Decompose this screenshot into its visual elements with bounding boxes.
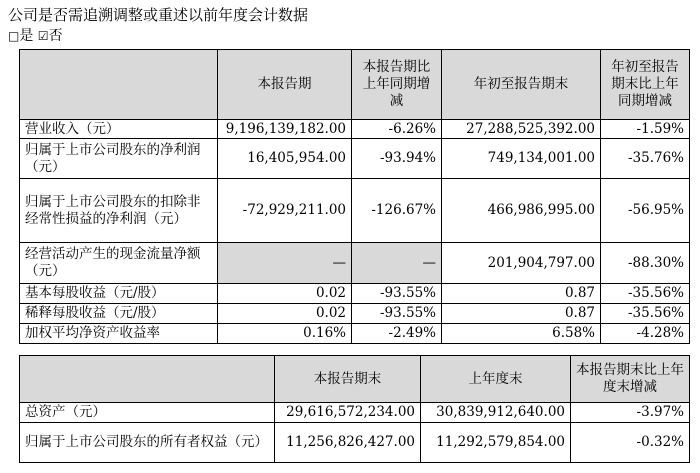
cell-period-end: 29,616,572,234.00 xyxy=(275,403,421,423)
table-row xyxy=(20,139,690,179)
table-row xyxy=(20,403,690,423)
header-prior-year-end: 上年度末 xyxy=(421,356,571,403)
cell-current: -72,929,211.00 xyxy=(218,179,352,243)
table-row xyxy=(20,304,690,324)
cell-change: -3.97% xyxy=(571,403,690,423)
header-current-change: 本报告期比上年同期增减 xyxy=(352,50,442,120)
header-corner xyxy=(20,356,275,403)
row-label: 稀释每股收益（元/股） xyxy=(20,304,218,324)
table-row xyxy=(20,284,690,304)
cell-change: -0.32% xyxy=(571,423,690,463)
no-checkbox-checked: ☑ xyxy=(37,29,49,43)
header-change: 本报告期末比上年度末增减 xyxy=(571,356,690,403)
cell-period-end: 11,256,826,427.00 xyxy=(275,423,421,463)
restatement-options xyxy=(8,27,63,45)
table-row xyxy=(20,120,690,139)
cell-ytd-change: -35.56% xyxy=(601,304,690,324)
row-label: 基本每股收益（元/股） xyxy=(20,284,218,304)
cell-ytd-change: -35.76% xyxy=(601,139,690,179)
no-label: 否 xyxy=(48,28,63,44)
cell-current-change: -6.26% xyxy=(352,120,442,139)
cell-ytd: 749,134,001.00 xyxy=(442,139,601,179)
cell-current: 16,405,954.00 xyxy=(218,139,352,179)
cell-current-change-dash: — xyxy=(352,243,442,284)
cell-current: 9,196,139,182.00 xyxy=(218,120,352,139)
header-ytd-change: 年初至报告期末比上年同期增减 xyxy=(601,50,690,120)
cell-ytd: 6.58% xyxy=(442,324,601,344)
table-header-row xyxy=(20,50,690,120)
header-period-end: 本报告期末 xyxy=(275,356,421,403)
cell-ytd: 27,288,525,392.00 xyxy=(442,120,601,139)
cell-ytd-change: -1.59% xyxy=(601,120,690,139)
table-row xyxy=(20,179,690,243)
cell-current-change: -2.49% xyxy=(352,324,442,344)
cell-current: 0.16% xyxy=(218,324,352,344)
yes-checkbox: □ xyxy=(8,29,20,43)
row-label: 归属于上市公司股东的所有者权益（元） xyxy=(20,423,275,463)
cell-ytd: 0.87 xyxy=(442,284,601,304)
cell-ytd: 466,986,995.00 xyxy=(442,179,601,243)
cell-current: 0.02 xyxy=(218,304,352,324)
cell-current-change: -126.67% xyxy=(352,179,442,243)
header-current-period: 本报告期 xyxy=(218,50,352,120)
row-label: 归属于上市公司股东的扣除非经常性损益的净利润（元） xyxy=(20,179,218,243)
row-label: 加权平均净资产收益率 xyxy=(20,324,218,344)
header-ytd: 年初至报告期末 xyxy=(442,50,601,120)
table-header-row xyxy=(20,356,690,403)
table-row xyxy=(20,423,690,463)
cell-current-change: -93.55% xyxy=(352,284,442,304)
cell-ytd-change: -4.28% xyxy=(601,324,690,344)
header-corner xyxy=(20,50,218,120)
yes-label: 是 xyxy=(19,28,34,44)
table-row xyxy=(20,243,690,284)
cell-ytd-change: -56.95% xyxy=(601,179,690,243)
cell-current-change: -93.55% xyxy=(352,304,442,324)
row-label: 总资产（元） xyxy=(20,403,275,423)
cell-ytd: 0.87 xyxy=(442,304,601,324)
cell-ytd: 201,904,797.00 xyxy=(442,243,601,284)
section-question: 公司是否需追溯调整或重述以前年度会计数据 xyxy=(8,6,309,24)
cell-current-change: -93.94% xyxy=(352,139,442,179)
balance-sheet-table xyxy=(19,355,690,463)
cell-ytd-change: -35.56% xyxy=(601,284,690,304)
cell-current: 0.02 xyxy=(218,284,352,304)
row-label: 经营活动产生的现金流量净额（元） xyxy=(20,243,218,284)
cell-prior-year-end: 30,839,912,640.00 xyxy=(421,403,571,423)
financial-data-table xyxy=(19,49,690,344)
row-label: 营业收入（元） xyxy=(20,120,218,139)
cell-ytd-change: -88.30% xyxy=(601,243,690,284)
row-label: 归属于上市公司股东的净利润（元） xyxy=(20,139,218,179)
cell-prior-year-end: 11,292,579,854.00 xyxy=(421,423,571,463)
cell-current-dash: — xyxy=(218,243,352,284)
table-row xyxy=(20,324,690,344)
